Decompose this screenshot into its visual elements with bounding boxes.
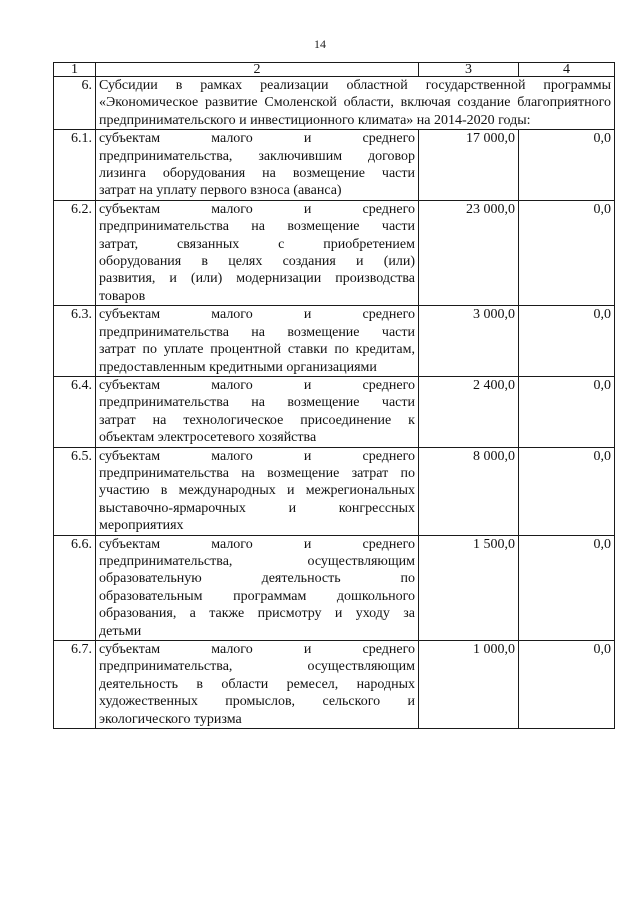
row-number: 6.7.	[54, 641, 96, 729]
description-line: затрат по уплате процентной ставки по кредитам,	[99, 342, 415, 358]
description-line: субъектам малого и среднего	[99, 642, 415, 657]
description-line: художественных промыслов, сельского и	[99, 694, 415, 710]
description-line: затрат на уплату первого взноса (аванса)	[99, 183, 342, 199]
description-line: субъектам малого и среднего	[99, 536, 415, 552]
table-row	[54, 535, 615, 640]
header-col-4: 4	[519, 63, 615, 77]
budget-table	[53, 62, 615, 729]
description-line: образовательным программам дошкольного	[99, 588, 415, 604]
section-number: 6.	[54, 77, 96, 130]
row-number: 6.6.	[54, 535, 96, 640]
page-number: 14	[314, 37, 326, 51]
description-line: товаров	[99, 288, 146, 304]
description-line: предпринимательства, осуществляющим	[99, 659, 415, 675]
description-line: предоставленным кредитными организациями	[99, 359, 377, 375]
header-col-2: 2	[96, 63, 419, 77]
row-description	[96, 306, 419, 377]
table-row	[54, 641, 615, 729]
description-line: оборудования в целях создания и (или)	[99, 254, 415, 270]
description-line: образовательную деятельность по	[99, 571, 415, 587]
description-line: субъектам малого и среднего	[99, 131, 415, 147]
description-line: объектам электросетевого хозяйства	[99, 430, 317, 446]
amount-col-3: 1 000,0	[419, 641, 519, 729]
description-line: затрат на технологическое присоединение к	[99, 412, 415, 428]
amount-col-4: 0,0	[519, 447, 615, 535]
description-line: развития, и (или) модернизации производства	[99, 271, 415, 287]
description-line: деятельность в области ремесел, народных	[99, 676, 415, 692]
table-row	[54, 447, 615, 535]
table-header-row	[54, 63, 615, 77]
amount-col-3: 8 000,0	[419, 447, 519, 535]
row-number: 6.5.	[54, 447, 96, 535]
table-row	[54, 130, 615, 201]
description-line: субъектам малого и среднего	[99, 201, 415, 217]
description-line: лизинга оборудования на возмещение части	[99, 166, 415, 182]
amount-col-3: 2 400,0	[419, 376, 519, 447]
description-line: предпринимательства на возмещение части	[99, 219, 415, 235]
section-heading: Субсидии в рамках реализации областной государственной программы «Экономическое развитие Смоленской области, включая создание благоприятного предпринимательского и инвестиционного климата» на 2014-2020 годы:	[96, 77, 615, 130]
amount-col-3: 23 000,0	[419, 200, 519, 305]
row-number: 6.1.	[54, 130, 96, 201]
table-row	[54, 376, 615, 447]
description-line: выставочно-ярмарочных и конгрессных	[99, 500, 415, 516]
description-line: предпринимательства на возмещение части	[99, 395, 415, 411]
description-line: детьми	[99, 623, 142, 639]
table-row	[54, 200, 615, 305]
description-line: субъектам малого и среднего	[99, 448, 415, 464]
header-col-1: 1	[54, 63, 96, 77]
table-row	[54, 306, 615, 377]
description-line: предпринимательства, заключившим договор	[99, 148, 415, 164]
row-description	[96, 130, 419, 201]
amount-col-4: 0,0	[519, 130, 615, 201]
description-line: предпринимательства, осуществляющим	[99, 553, 415, 569]
amount-col-4: 0,0	[519, 641, 615, 729]
description-line: предпринимательства на возмещение части	[99, 324, 415, 340]
row-number: 6.4.	[54, 376, 96, 447]
amount-col-3: 3 000,0	[419, 306, 519, 377]
amount-col-3: 17 000,0	[419, 130, 519, 201]
row-description	[96, 200, 419, 305]
amount-col-4: 0,0	[519, 535, 615, 640]
row-description	[96, 447, 419, 535]
row-number: 6.3.	[54, 306, 96, 377]
description-line: экологического туризма	[99, 711, 242, 727]
description-line: мероприятиях	[99, 518, 184, 534]
amount-col-4: 0,0	[519, 200, 615, 305]
row-description	[96, 376, 419, 447]
amount-col-4: 0,0	[519, 306, 615, 377]
row-description	[96, 641, 419, 729]
description-line: субъектам малого и среднего	[99, 377, 415, 393]
description-line: образования, а также присмотру и уходу за	[99, 606, 415, 622]
amount-col-4: 0,0	[519, 376, 615, 447]
description-line: предпринимательства на возмещение затрат по	[99, 465, 415, 481]
section-heading-row	[54, 77, 615, 130]
description-line: затрат, связанных с приобретением	[99, 236, 415, 252]
row-description	[96, 535, 419, 640]
header-col-3: 3	[419, 63, 519, 77]
amount-col-3: 1 500,0	[419, 535, 519, 640]
description-line: участию в международных и межрегиональных	[99, 483, 415, 499]
description-line: субъектам малого и среднего	[99, 307, 415, 323]
row-number: 6.2.	[54, 200, 96, 305]
